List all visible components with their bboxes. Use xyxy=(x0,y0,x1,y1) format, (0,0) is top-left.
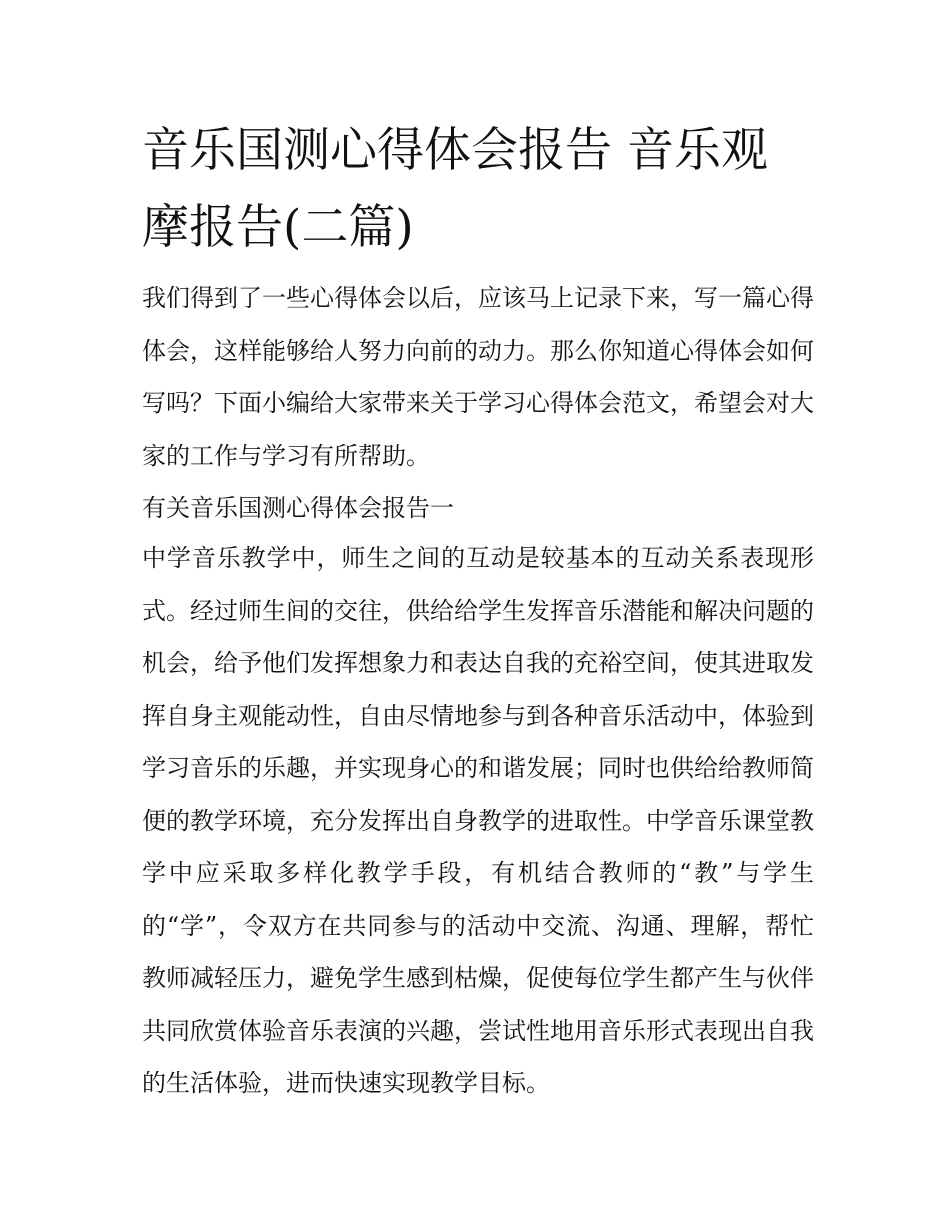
intro-paragraph: 我们得到了一些心得体会以后，应该马上记录下来，写一篇心得体会，这样能够给人努力向前的动力。那么你知道心得体会如何写吗？下面小编给大家带来关于学习心得体会范文，希望会对大家的工作与学习有所帮助。 xyxy=(142,284,814,470)
section-heading: 有关音乐国测心得体会报告一 xyxy=(142,494,454,522)
body-paragraph: 中学音乐教学中，师生之间的互动是较基本的互动关系表现形式。经过师生间的交往，供给给学生发挥音乐潜能和解决问题的机会，给予他们发挥想象力和表达自我的充裕空间，使其进取发挥自身主观能动性，自由尽情地参与到各种音乐活动中，体验到学习音乐的乐趣，并实现身心的和谐发展；同时也供给给教师简便的教学环境，充分发挥出自身教学的进取性。中学音乐课堂教学中应采取多样化教学手段，有机结合教师的“教”与学生的“学”，令双方在共同参与的活动中交流、沟通、理解，帮忙教师减轻压力，避免学生感到枯燥，促使每位学生都产生与伙伴共同欣赏体验音乐表演的兴趣，尝试性地用音乐形式表现出自我的生活体验，进而快速实现教学目标。 xyxy=(142,544,814,1097)
document-title: 音乐国测心得体会报告 音乐观摩报告(二篇) xyxy=(142,123,768,255)
document-content xyxy=(142,112,814,1110)
